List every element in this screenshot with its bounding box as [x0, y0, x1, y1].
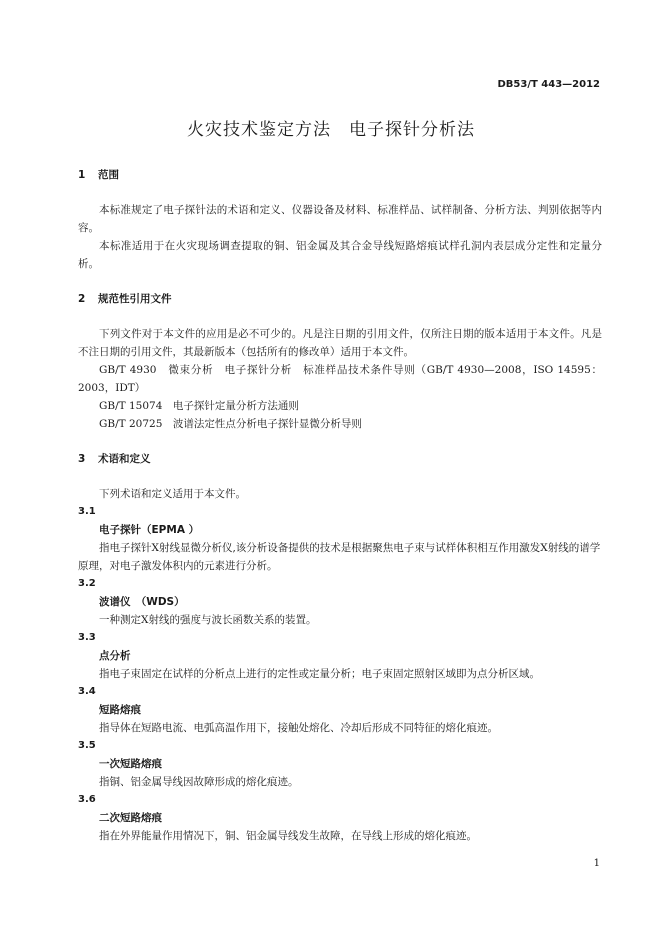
- document-body: [78, 168, 602, 845]
- term-definition: 指电子束固定在试样的分析点上进行的定性或定量分析；电子束固定照射区域即为点分析区域。: [99, 668, 540, 680]
- section-title: 术语和定义: [98, 453, 151, 465]
- term-entry: [78, 737, 602, 791]
- term-name: 点分析: [99, 650, 131, 662]
- paragraph: 本标准规定了电子探针法的术语和定义、仪器设备及材料、标准样品、试样制备、分析方法、判别依据等内容。: [78, 204, 602, 234]
- reference-item: GB/T 20725 波谱法定性点分析电子探针显微分析导则: [99, 418, 362, 430]
- section-heading-scope: [78, 168, 602, 182]
- section-number: 2: [78, 293, 86, 305]
- term-entry: [78, 575, 602, 629]
- standard-code: DB53/T 443—2012: [497, 79, 600, 90]
- term-entry: [78, 629, 602, 683]
- term-number: 3.5: [78, 740, 96, 751]
- paragraph: 下列文件对于本文件的应用是必不可少的。凡是注日期的引用文件，仅所注日期的版本适用于本文件。凡是不注日期的引用文件，其最新版本（包括所有的修改单）适用于本文件。: [78, 328, 602, 358]
- paragraph: 本标准适用于在火灾现场调查提取的铜、铝金属及其合金导线短路熔痕试样孔洞内表层成分定性和定量分析。: [78, 240, 602, 270]
- section-heading-terms: [78, 452, 602, 466]
- term-name: 一次短路熔痕: [99, 758, 162, 770]
- section-title: 规范性引用文件: [98, 293, 172, 305]
- term-definition: 一种测定X射线的强度与波长函数关系的装置。: [99, 614, 317, 626]
- term-number: 3.6: [78, 794, 96, 805]
- term-definition: 指电子探针X射线显微分析仪,该分析设备提供的技术是根据聚焦电子束与试样体积相互作用激发X射线的谱学原理，对电子激发体积内的元素进行分析。: [78, 542, 601, 572]
- term-name: 电子探针（EPMA ）: [99, 524, 200, 536]
- paragraph: 下列术语和定义适用于本文件。: [99, 488, 246, 500]
- page-number: 1: [593, 858, 600, 869]
- term-entry: [78, 683, 602, 737]
- term-entry: [78, 791, 602, 845]
- term-number: 3.4: [78, 686, 96, 697]
- term-number: 3.3: [78, 632, 96, 643]
- section-number: 3: [78, 453, 86, 465]
- reference-item: GB/T 15074 电子探针定量分析方法通则: [99, 400, 299, 412]
- term-entry: [78, 503, 602, 575]
- document-title: 火灾技术鉴定方法 电子探针分析法: [187, 120, 475, 140]
- term-definition: 指在外界能量作用情况下，铜、铝金属导线发生故障，在导线上形成的熔化痕迹。: [99, 830, 477, 842]
- term-name: 波谱仪 （WDS）: [99, 596, 185, 608]
- reference-item: GB/T 4930 微束分析 电子探针分析 标准样品技术条件导则（GB/T 4930—2008，ISO 14595：2003，IDT）: [78, 364, 602, 394]
- term-name: 二次短路熔痕: [99, 812, 162, 824]
- section-number: 1: [78, 169, 86, 181]
- term-definition: 指导体在短路电流、电弧高温作用下，接触处熔化、冷却后形成不同特征的熔化痕迹。: [99, 722, 498, 734]
- term-number: 3.2: [78, 578, 96, 589]
- term-definition: 指铜、铝金属导线因故障形成的熔化痕迹。: [99, 776, 299, 788]
- section-title: 范围: [98, 169, 119, 181]
- term-name: 短路熔痕: [99, 704, 141, 716]
- term-number: 3.1: [78, 506, 96, 517]
- section-heading-normative-references: [78, 292, 602, 306]
